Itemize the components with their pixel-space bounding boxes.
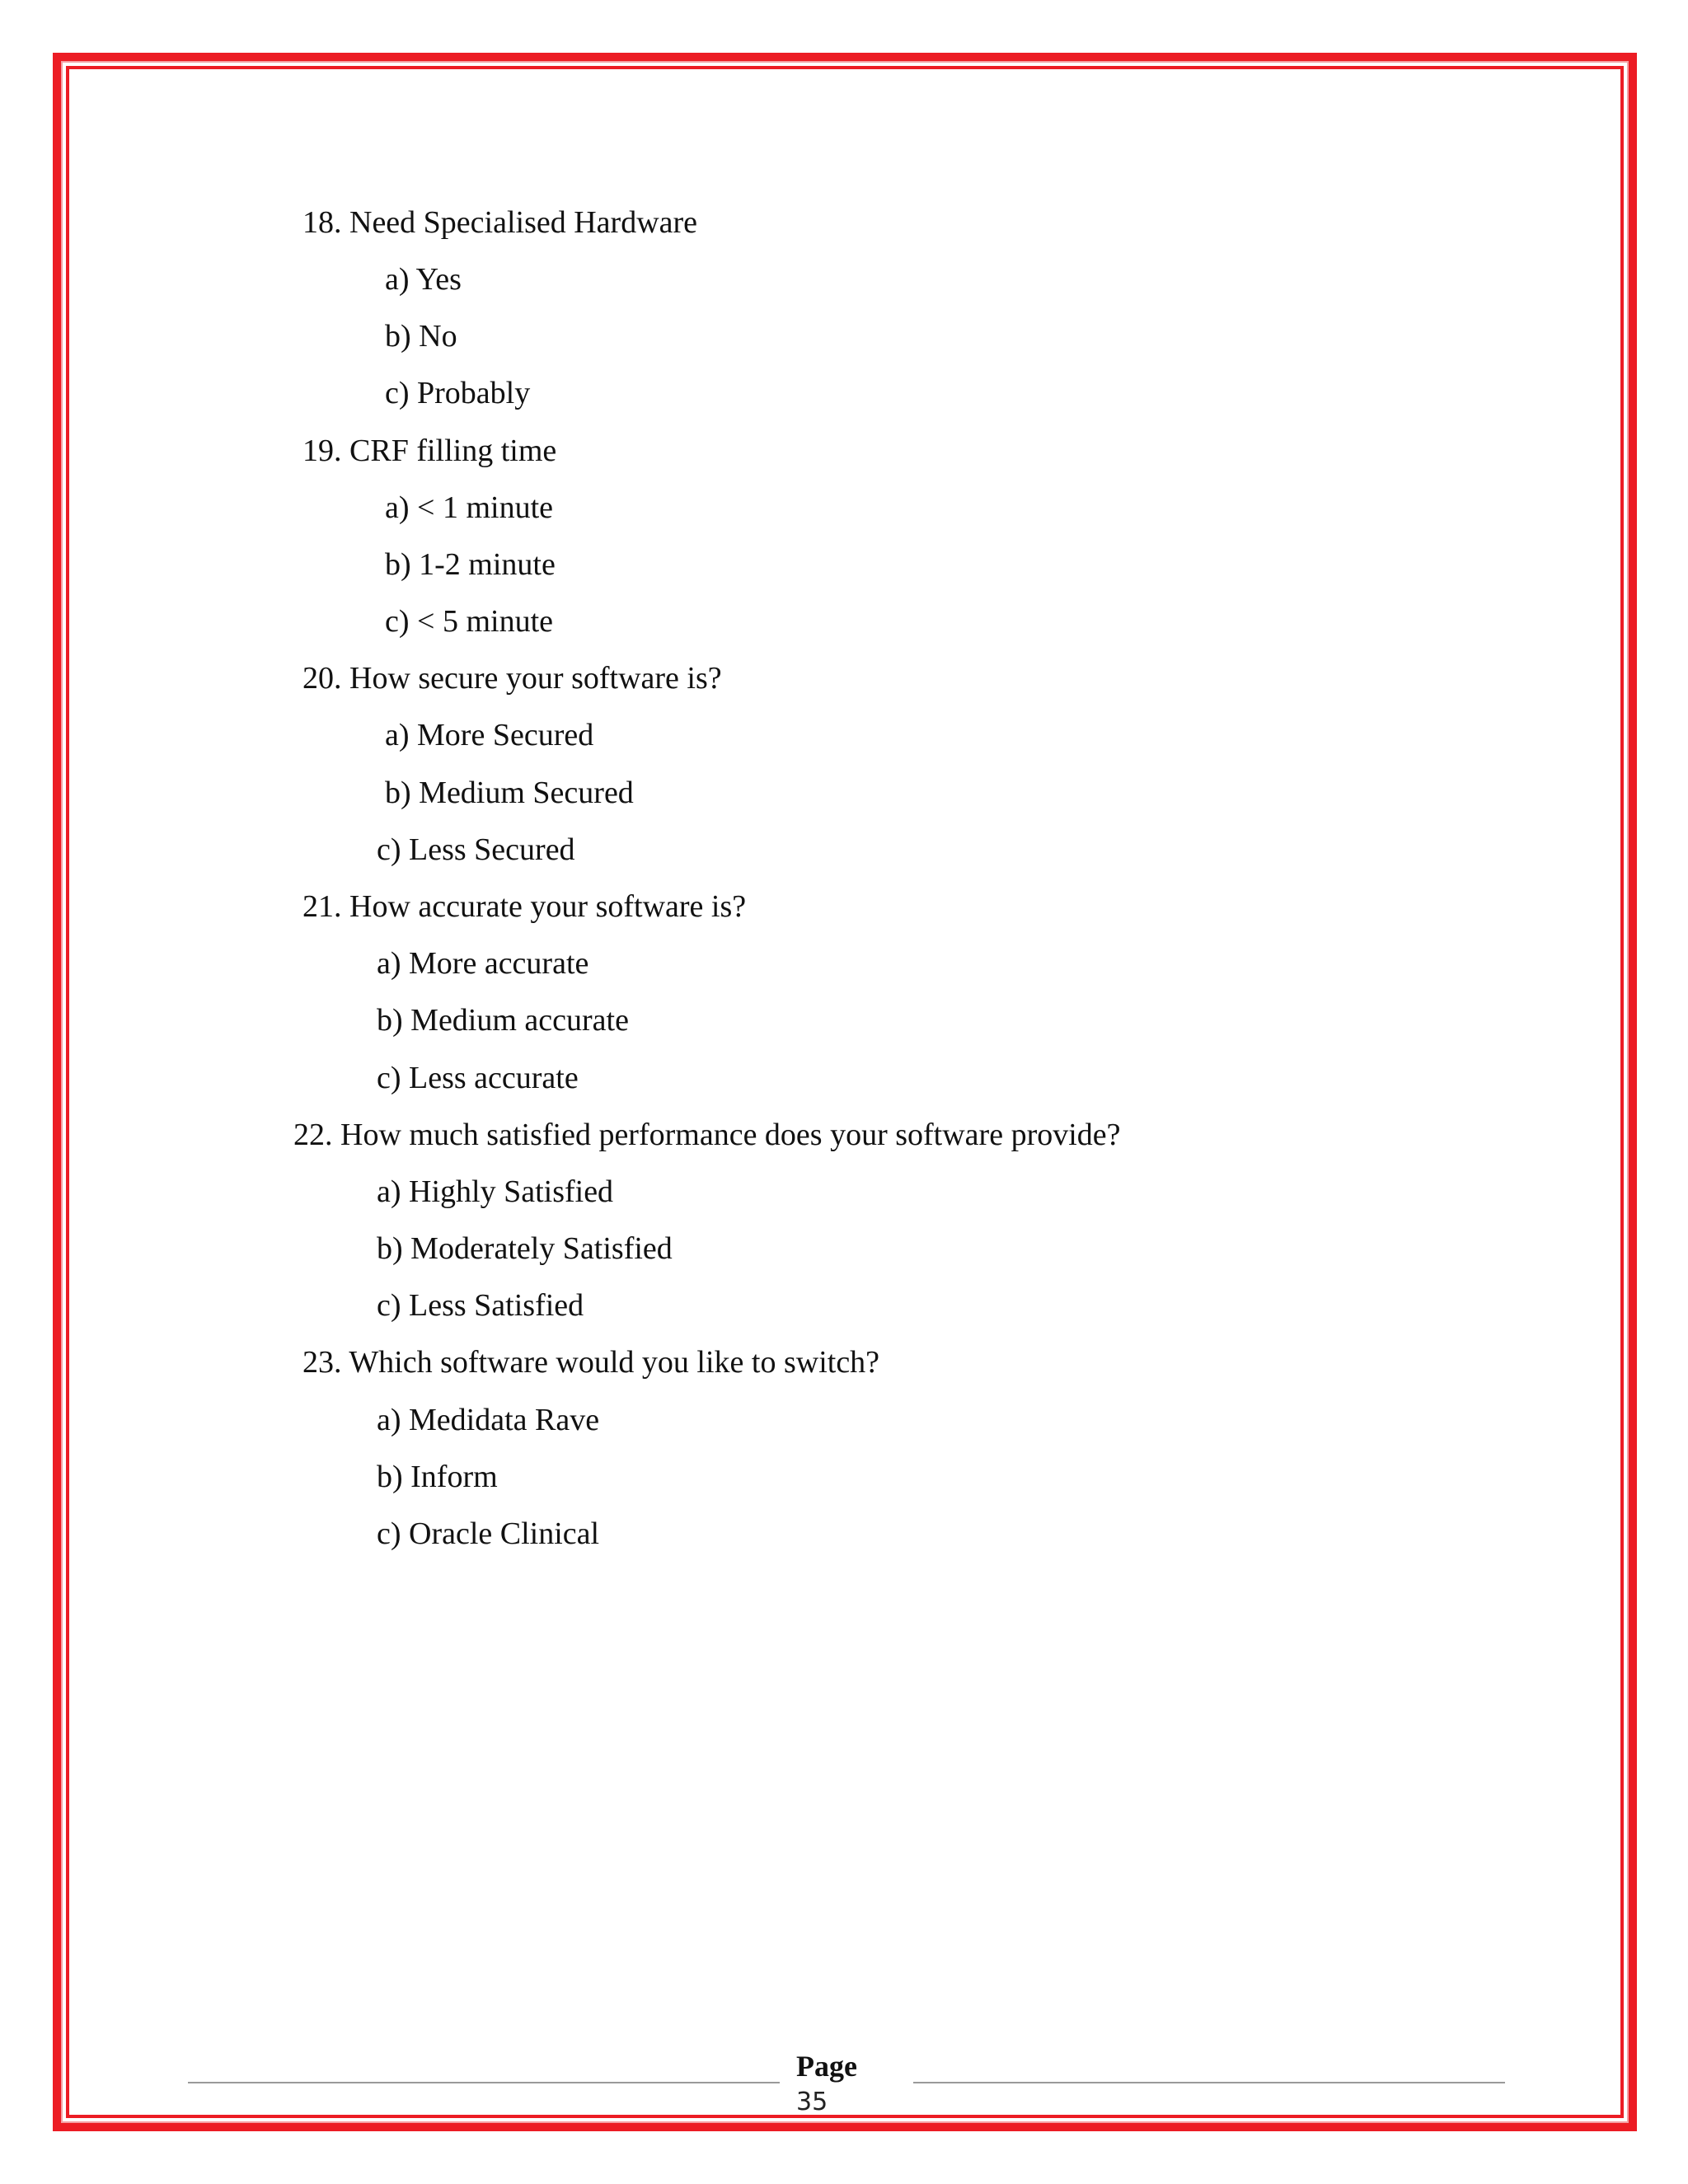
option-20-c: c) Less Secured <box>377 832 575 867</box>
question-19: 19. CRF filling time <box>302 434 557 468</box>
option-19-a: a) < 1 minute <box>385 490 553 525</box>
option-21-b: b) Medium accurate <box>377 1003 629 1038</box>
question-21: 21. How accurate your software is? <box>302 889 747 924</box>
option-23-c: c) Oracle Clinical <box>377 1516 600 1551</box>
option-22-c: c) Less Satisfied <box>377 1288 584 1323</box>
option-18-b: b) No <box>385 319 457 354</box>
option-19-b: b) 1-2 minute <box>385 547 556 582</box>
option-22-a: a) Highly Satisfied <box>377 1174 614 1209</box>
option-22-b: b) Moderately Satisfied <box>377 1231 673 1266</box>
option-20-b: b) Medium Secured <box>385 776 634 810</box>
option-23-a: a) Medidata Rave <box>377 1403 600 1437</box>
option-21-c: c) Less accurate <box>377 1061 579 1095</box>
footer-page-number: 35 <box>796 2088 828 2116</box>
option-18-a: a) Yes <box>385 262 462 297</box>
footer-rule-left <box>188 2082 780 2083</box>
question-23: 23. Which software would you like to switch? <box>302 1345 880 1380</box>
option-20-a: a) More Secured <box>385 718 594 752</box>
option-21-a: a) More accurate <box>377 946 589 981</box>
question-20: 20. How secure your software is? <box>302 661 722 696</box>
question-18: 18. Need Specialised Hardware <box>302 205 698 240</box>
page-border-inner <box>66 66 1624 2118</box>
option-18-c: c) Probably <box>385 376 531 410</box>
question-22: 22. How much satisfied performance does your software provide? <box>293 1118 1121 1152</box>
option-23-b: b) Inform <box>377 1460 498 1494</box>
footer-page-label: Page <box>796 2050 857 2083</box>
footer-rule-right <box>913 2082 1505 2083</box>
option-19-c: c) < 5 minute <box>385 604 553 639</box>
